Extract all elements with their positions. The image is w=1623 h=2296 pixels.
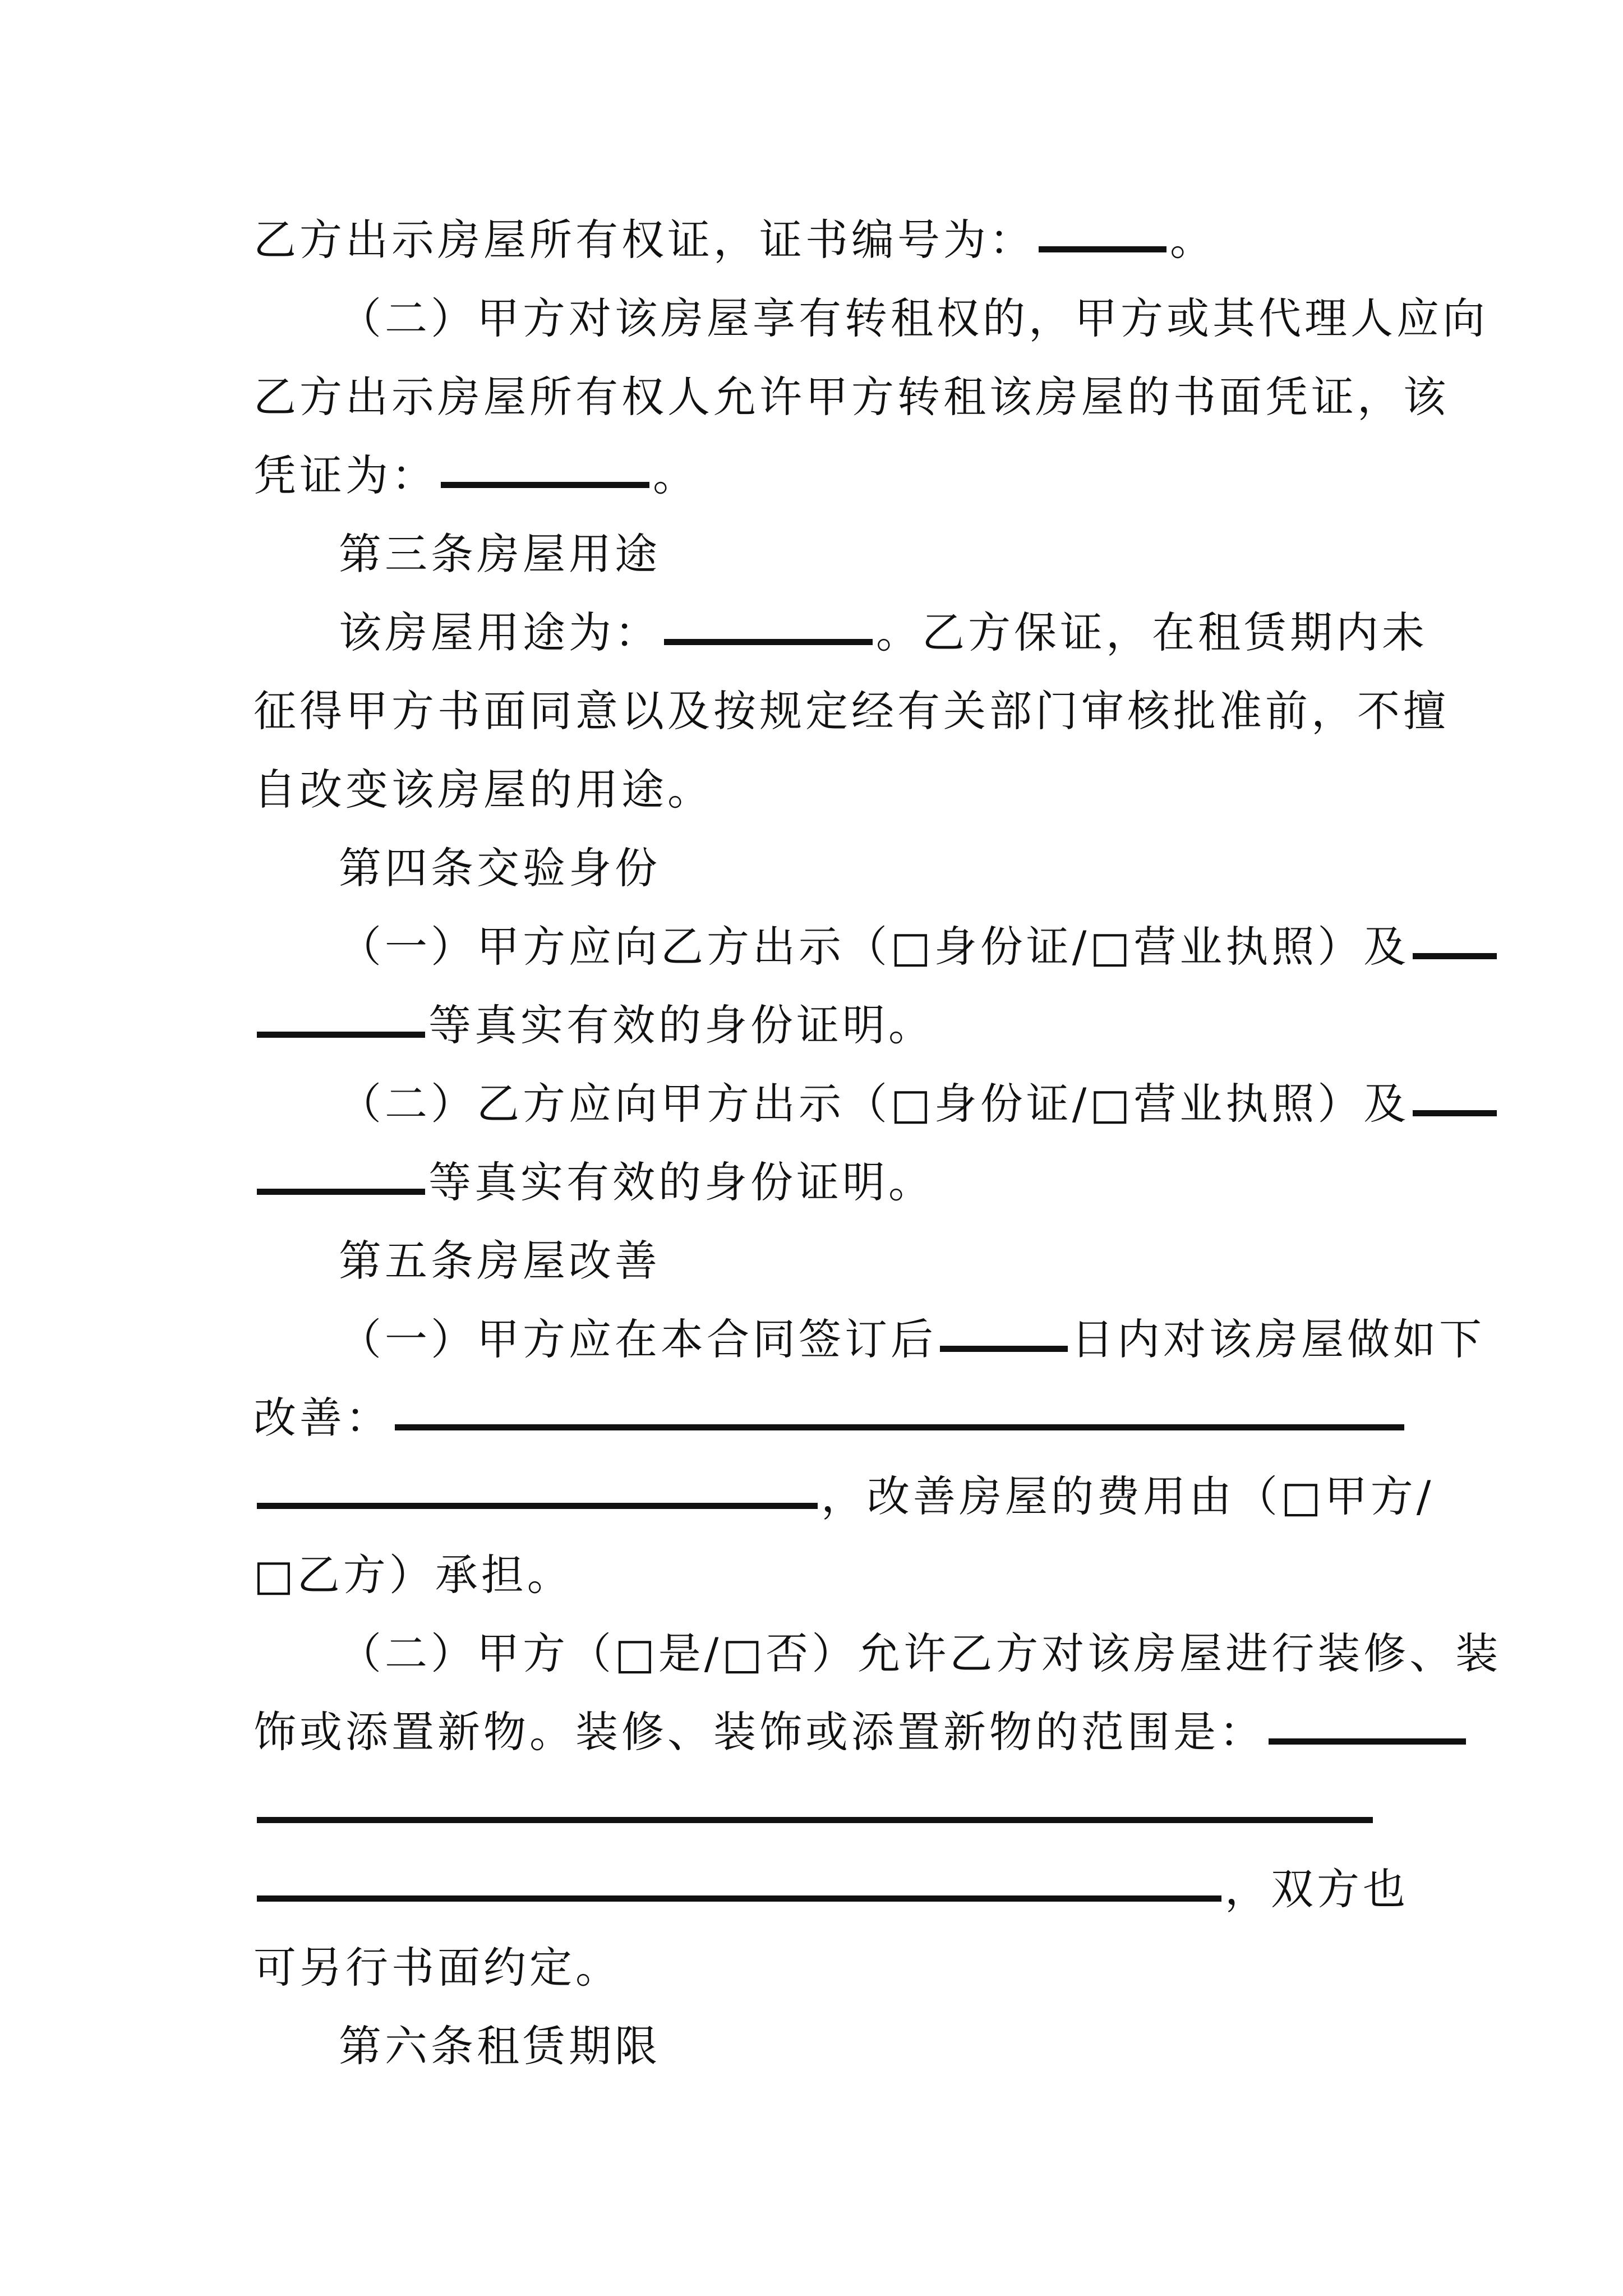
heading-article-6: 第六条租赁期限 xyxy=(339,2021,661,2071)
blank-field xyxy=(1269,1738,1466,1745)
line-improvement-cost: ，改善房屋的费用由（□甲方/ xyxy=(253,1469,1434,1525)
line-cost-bearer: □乙方）承担。 xyxy=(253,1550,573,1600)
line-party-b-identity: （二）乙方应向甲方出示（□身份证/□营业执照）及 xyxy=(339,1076,1500,1132)
blank-field xyxy=(664,639,873,645)
line-sublease-right: （二）甲方对该房屋享有转租权的，甲方或其代理人应向 xyxy=(339,293,1488,343)
line-approval: 征得甲方书面同意以及按规定经有关部门审核批准前，不擅 xyxy=(253,686,1449,736)
blank-field xyxy=(257,1032,425,1038)
blank-field xyxy=(257,1895,1221,1902)
line-sublease-proof: 乙方出示房屋所有权人允许甲方转租该房屋的书面凭证，该 xyxy=(253,372,1449,422)
line-house-use: 该房屋用途为： 。乙方保证，在租赁期内未 xyxy=(339,608,1428,657)
line-no-change-use: 自改变该房屋的用途。 xyxy=(253,765,713,815)
line-certificate-number: 乙方出示房屋所有权证，证书编号为： 。 xyxy=(253,215,1216,265)
line-decoration-scope: 饰或添置新物。装修、装饰或添置新物的范围是： xyxy=(253,1704,1469,1760)
line-written-agreement: ，双方也 xyxy=(253,1861,1409,1917)
line-party-b-identity-cont: 等真实有效的身份证明。 xyxy=(253,1154,934,1211)
line-improvement-days: （一）甲方应在本合同签订后 日内对该房屋做如下 xyxy=(339,1314,1485,1364)
blank-field xyxy=(940,1346,1068,1352)
blank-field xyxy=(257,1189,425,1195)
line-party-a-identity: （一）甲方应向乙方出示（□身份证/□营业执照）及 xyxy=(339,919,1500,975)
blank-field xyxy=(1413,953,1497,959)
line-separate-agreement: 可另行书面约定。 xyxy=(253,1943,621,1993)
line-decoration-permission: （二）甲方（□是/□否）允许乙方对该房屋进行装修、装 xyxy=(339,1628,1502,1678)
heading-article-4: 第四条交验身份 xyxy=(339,843,661,893)
line-proof-field: 凭证为： 。 xyxy=(253,450,699,500)
heading-article-3: 第三条房屋用途 xyxy=(339,529,661,579)
line-party-a-identity-cont: 等真实有效的身份证明。 xyxy=(253,997,934,1053)
blank-field xyxy=(257,1817,1373,1823)
blank-field xyxy=(395,1424,1404,1430)
line-improvement-content: 改善： xyxy=(253,1390,1408,1446)
blank-field xyxy=(1039,246,1166,252)
blank-field xyxy=(441,482,649,488)
blank-field xyxy=(1413,1110,1497,1116)
blank-field xyxy=(257,1503,818,1509)
heading-article-5: 第五条房屋改善 xyxy=(339,1236,661,1286)
line-decoration-scope-cont xyxy=(253,1783,1376,1839)
